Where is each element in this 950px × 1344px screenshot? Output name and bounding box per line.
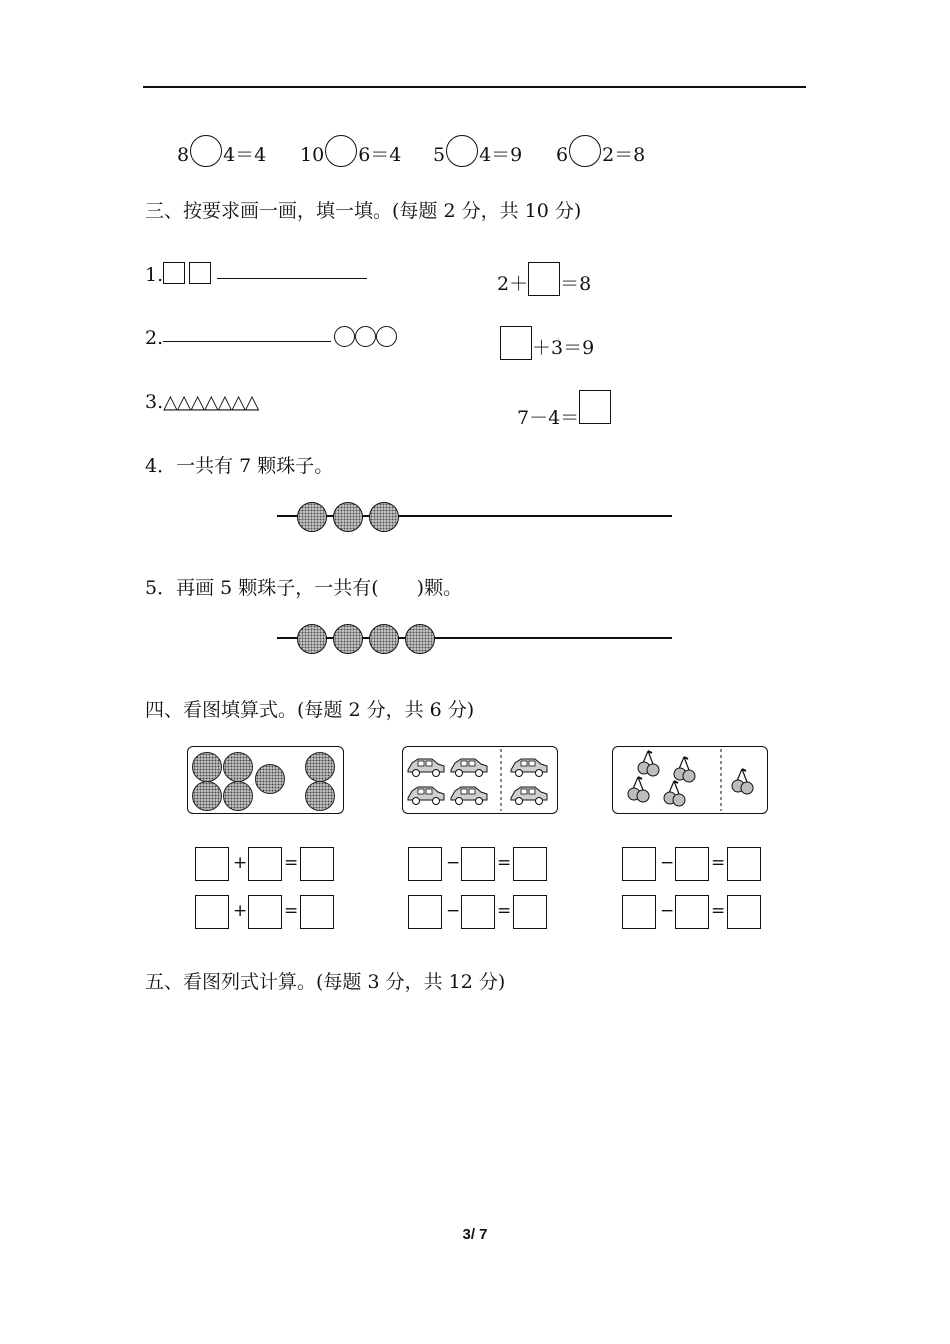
equals-sign: = (711, 853, 726, 873)
compare-item: 10 6＝4 (300, 135, 401, 167)
cherry-icon (674, 757, 695, 782)
square-shape (189, 262, 211, 284)
answer-box[interactable] (727, 895, 761, 929)
bead (333, 502, 363, 532)
section5-title: 五、看图列式计算。(每题 3 分，共 12 分) (145, 971, 506, 993)
orange-icon (192, 781, 222, 811)
answer-box[interactable] (408, 895, 442, 929)
bead (297, 624, 327, 654)
compare-item: 6 2＝8 (556, 135, 645, 167)
q3: 3.△△△△△△△ (145, 391, 259, 413)
cars-drawing (403, 747, 557, 813)
equals-sign: = (284, 853, 299, 873)
picture-cars (402, 746, 558, 814)
top-rule (143, 86, 806, 88)
orange-icon (223, 752, 253, 782)
minus-sign: − (660, 901, 675, 921)
picture-oranges (187, 746, 344, 814)
plus-sign: + (233, 853, 248, 873)
cherry-icon (638, 751, 659, 776)
car-icon (451, 787, 487, 805)
compare-circle[interactable] (190, 135, 222, 167)
page-number: 3/ 7 (462, 1226, 488, 1243)
answer-box[interactable] (622, 895, 656, 929)
equals-sign: = (497, 901, 512, 921)
q2-equation: ＋3＝9 (500, 326, 594, 360)
minus-sign: − (660, 853, 675, 873)
car-icon (511, 787, 547, 805)
answer-box[interactable] (248, 847, 282, 881)
car-icon (511, 759, 547, 777)
cherry-icon (664, 781, 685, 806)
orange-icon (305, 781, 335, 811)
bead (369, 502, 399, 532)
answer-box[interactable] (408, 847, 442, 881)
bead (369, 624, 399, 654)
circle-shape (376, 326, 397, 347)
orange-icon (255, 764, 285, 794)
circle-shape (334, 326, 355, 347)
answer-box[interactable] (528, 262, 560, 296)
picture-cherries (612, 746, 768, 814)
answer-box[interactable] (461, 895, 495, 929)
answer-box[interactable] (513, 847, 547, 881)
section4-title: 四、看图填算式。(每题 2 分，共 6 分) (145, 699, 475, 721)
equals-sign: = (497, 853, 512, 873)
answer-box[interactable] (622, 847, 656, 881)
answer-box[interactable] (727, 847, 761, 881)
compare-circle[interactable] (569, 135, 601, 167)
compare-circle[interactable] (325, 135, 357, 167)
answer-box[interactable] (195, 895, 229, 929)
orange-icon (223, 781, 253, 811)
orange-icon (192, 752, 222, 782)
answer-box[interactable] (195, 847, 229, 881)
cherry-icon (628, 777, 649, 802)
compare-item: 5 4＝9 (433, 135, 522, 167)
answer-box[interactable] (500, 326, 532, 360)
plus-sign: + (233, 901, 248, 921)
answer-box[interactable] (675, 895, 709, 929)
answer-box[interactable] (513, 895, 547, 929)
answer-box[interactable] (300, 895, 334, 929)
car-icon (451, 759, 487, 777)
bead (297, 502, 327, 532)
triangles: △△△△△△△ (163, 391, 259, 413)
compare-circle[interactable] (446, 135, 478, 167)
answer-box[interactable] (461, 847, 495, 881)
minus-sign: − (446, 901, 461, 921)
cherry-icon (732, 769, 753, 794)
q1-equation: 2＋ ＝8 (497, 262, 591, 296)
minus-sign: − (446, 853, 461, 873)
answer-box[interactable] (248, 895, 282, 929)
answer-line[interactable] (217, 278, 367, 279)
equals-sign: = (284, 901, 299, 921)
answer-line[interactable] (163, 341, 331, 342)
car-icon (408, 759, 444, 777)
q1: 1. (145, 262, 367, 287)
cherries-drawing (613, 747, 767, 813)
q2: 2. (145, 326, 397, 350)
square-shape (163, 262, 185, 284)
q5-text: 5．再画 5 颗珠子，一共有( )颗。 (145, 577, 463, 599)
compare-item: 8 4＝4 (177, 135, 266, 167)
bead (333, 624, 363, 654)
answer-box[interactable] (300, 847, 334, 881)
car-icon (408, 787, 444, 805)
equals-sign: = (711, 901, 726, 921)
section3-title: 三、按要求画一画，填一填。(每题 2 分，共 10 分) (145, 200, 582, 222)
answer-box[interactable] (579, 390, 611, 424)
orange-icon (305, 752, 335, 782)
answer-box[interactable] (675, 847, 709, 881)
q4-text: 4．一共有 7 颗珠子。 (145, 455, 334, 477)
bead (405, 624, 435, 654)
q3-equation: 7－4＝ (517, 390, 611, 430)
circle-shape (355, 326, 376, 347)
